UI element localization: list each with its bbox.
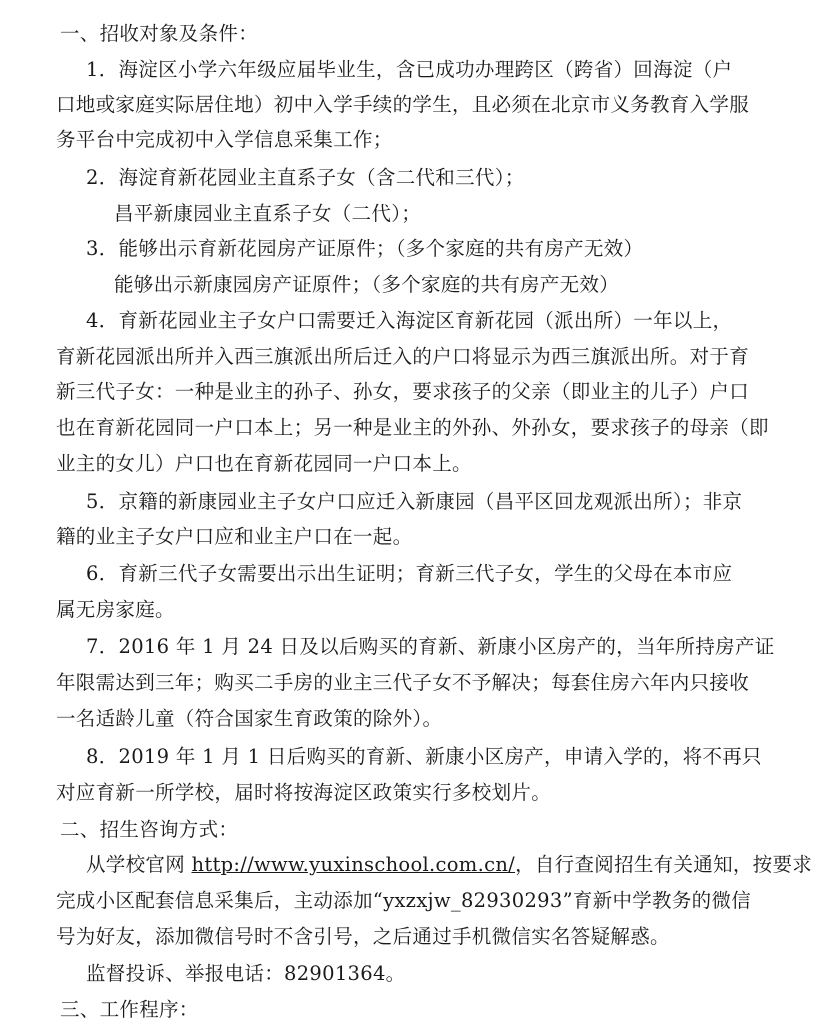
complaint-hotline: 监督投诉、举报电话：82901364。 [86, 962, 406, 985]
item-2-line-2: 昌平新康园业主直系子女（二代）； [114, 202, 422, 225]
item-3-line-1: 3．能够出示育新花园房产证原件；（多个家庭的共有房产无效） [86, 237, 644, 260]
item-4-line-2: 育新花园派出所并入西三旗派出所后迁入的户口将显示为西三旗派出所。对于育 [56, 345, 750, 368]
item-1-line-1: 1．海淀区小学六年级应届毕业生，含已成功办理跨区（跨省）回海淀（户 [86, 58, 733, 81]
section-heading-procedure: 三、工作程序： [60, 998, 199, 1021]
item-7-line-2: 年限需达到三年；购买二手房的业主三代子女不予解决；每套住房六年内只接收 [56, 671, 750, 694]
contact-line-3: 号为好友，添加微信号时不含引号，之后通过手机微信实名答疑解惑。 [56, 925, 670, 948]
item-8-line-1: 8．2019 年 1 月 1 日后购买的育新、新康小区房产，申请入学的，将不再只 [86, 745, 762, 768]
item-8-line-2: 对应育新一所学校，届时将按海淀区政策实行多校划片。 [56, 781, 552, 804]
contact-prefix: 从学校官网 [86, 853, 192, 876]
section-heading-admission-targets: 一、招收对象及条件： [60, 22, 259, 45]
item-3-line-2: 能够出示新康园房产证原件；（多个家庭的共有房产无效） [114, 273, 620, 296]
item-2-line-1: 2．海淀育新花园业主直系子女（含二代和三代）； [86, 166, 525, 189]
item-5-line-1: 5．京籍的新康园业主子女户口应迁入新康园（昌平区回龙观派出所）；非京 [86, 490, 743, 513]
item-1-line-3: 务平台中完成初中入学信息采集工作； [56, 128, 393, 151]
item-7-line-1: 7．2016 年 1 月 24 日及以后购买的育新、新康小区房产的，当年所持房产证 [86, 635, 775, 658]
item-4-line-1: 4．育新花园业主子女户口需要迁入海淀区育新花园（派出所）一年以上， [86, 309, 733, 332]
item-6-line-1: 6．育新三代子女需要出示出生证明；育新三代子女，学生的父母在本市应 [86, 562, 733, 585]
item-4-line-5: 业主的女儿）户口也在育新花园同一户口本上。 [56, 452, 472, 475]
item-4-line-4: 也在育新花园同一户口本上；另一种是业主的外孙、外孙女，要求孩子的母亲（即 [56, 416, 769, 439]
item-4-line-3: 新三代子女：一种是业主的孙子、孙女，要求孩子的父亲（即业主的儿子）户口 [56, 380, 750, 403]
item-5-line-2: 籍的业主子女户口应和业主户口在一起。 [56, 525, 413, 548]
school-website-link[interactable]: http://www.yuxinschool.com.cn/ [191, 853, 516, 876]
contact-line-1 [0, 847, 835, 883]
contact-line-2: 完成小区配套信息采集后，主动添加“yxzxjw_82930293”育新中学教务的微信 [56, 889, 752, 912]
contact-suffix: ，自行查阅招生有关通知，按要求 [515, 853, 813, 876]
item-7-line-3: 一名适龄儿童（符合国家生育政策的除外）。 [56, 707, 443, 730]
item-6-line-2: 属无房家庭。 [56, 598, 175, 621]
section-heading-consultation: 二、招生咨询方式： [60, 818, 239, 841]
item-1-line-2: 口地或家庭实际居住地）初中入学手续的学生，且必须在北京市义务教育入学服 [56, 93, 750, 116]
